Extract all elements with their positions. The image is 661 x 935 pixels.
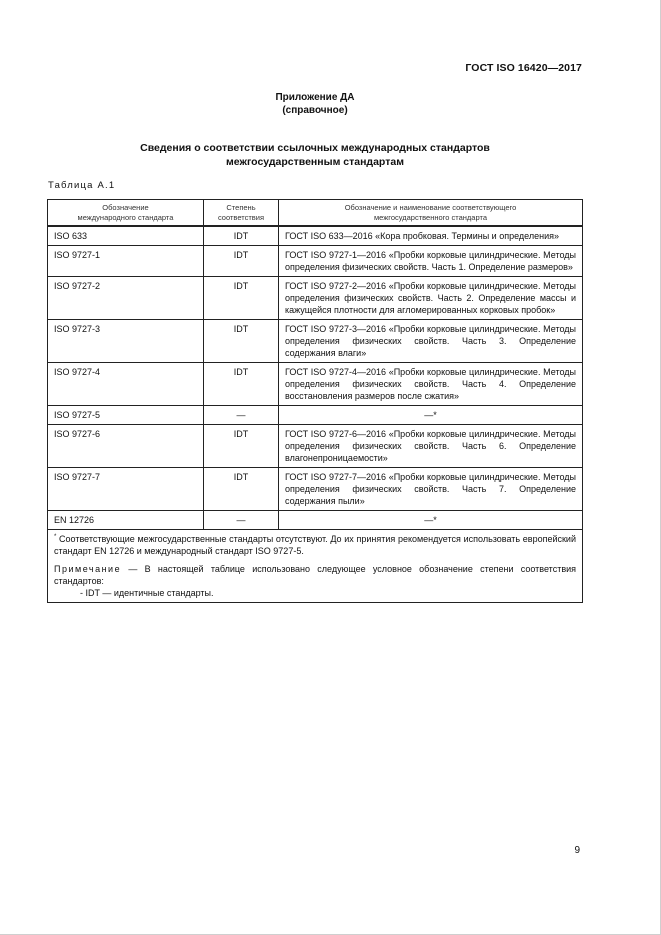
cell-intl-standard: ISO 9727-4: [48, 363, 204, 406]
appendix-heading: [0, 91, 630, 117]
table-row: [48, 511, 583, 530]
cell-degree: —: [204, 511, 279, 530]
table-row: [48, 468, 583, 511]
cell-intl-standard: ISO 9727-3: [48, 320, 204, 363]
table-label: Таблица А.1: [48, 180, 116, 191]
header-intl-standard: [48, 200, 204, 227]
cell-degree: IDT: [204, 425, 279, 468]
cell-intl-standard: ISO 9727-5: [48, 406, 204, 425]
table-row: [48, 277, 583, 320]
cell-intl-standard: EN 12726: [48, 511, 204, 530]
header-degree-line-2: соответствия: [217, 212, 265, 222]
section-title-line-1: Сведения о соответствии ссылочных международных стандартов: [140, 142, 490, 154]
table-row: [48, 226, 583, 246]
table-row: [48, 320, 583, 363]
cell-national-standard: —*: [279, 511, 583, 530]
cell-national-standard: ГОСТ ISO 9727-2—2016 «Пробки корковые цилиндрические. Методы определения физических свойств. Часть 2. Определение массы и кажущейся плотности для агломерированных корковых пробок»: [279, 277, 583, 320]
cell-intl-standard: ISO 9727-1: [48, 246, 204, 277]
document-code: ГОСТ ISO 16420—2017: [465, 62, 582, 74]
header-intl-line-1: Обозначение: [102, 202, 149, 212]
cell-national-standard: ГОСТ ISO 9727-1—2016 «Пробки корковые цилиндрические. Методы определения физических свойств. Часть 1. Определение размеров»: [279, 246, 583, 277]
footnote: [54, 533, 576, 557]
cell-national-standard: ГОСТ ISO 9727-6—2016 «Пробки корковые цилиндрические. Методы определения физических свойств. Часть 6. Определение влагонепроницаемости»: [279, 425, 583, 468]
cell-intl-standard: ISO 9727-6: [48, 425, 204, 468]
table-row: [48, 246, 583, 277]
cell-national-standard: ГОСТ ISO 633—2016 «Кора пробковая. Термины и определения»: [279, 226, 583, 246]
header-degree-line-1: Степень: [226, 202, 256, 212]
note-text: — В настоящей таблице использовано следующее условное обозначение степени соответствия стандартов:: [54, 564, 576, 586]
table-footnote-row: [48, 530, 583, 603]
footnote-mark: *: [54, 534, 57, 540]
correspondence-table: [47, 199, 583, 603]
cell-degree: IDT: [204, 277, 279, 320]
header-intl-line-2: международного стандарта: [77, 212, 174, 222]
appendix-subtitle: (справочное): [282, 105, 348, 116]
cell-national-standard: ГОСТ ISO 9727-3—2016 «Пробки корковые цилиндрические. Методы определения физических свойств. Часть 3. Определение содержания влаги»: [279, 320, 583, 363]
note-item: - IDT — идентичные стандарты.: [80, 588, 214, 598]
header-degree: [204, 200, 279, 227]
table-note: [54, 563, 576, 587]
footnote-cell: [48, 530, 583, 603]
section-heading: [0, 141, 630, 169]
cell-intl-standard: ISO 9727-2: [48, 277, 204, 320]
table-row: [48, 406, 583, 425]
cell-degree: IDT: [204, 363, 279, 406]
note-label: Примечание: [54, 564, 122, 574]
cell-intl-standard: ISO 633: [48, 226, 204, 246]
page-number: 9: [574, 845, 580, 856]
table-header-row: [48, 200, 583, 227]
cell-degree: IDT: [204, 468, 279, 511]
cell-intl-standard: ISO 9727-7: [48, 468, 204, 511]
cell-national-standard: ГОСТ ISO 9727-7—2016 «Пробки корковые цилиндрические. Методы определения физических свойств. Часть 7. Определение содержания пыли»: [279, 468, 583, 511]
table-row: [48, 363, 583, 406]
cell-national-standard: ГОСТ ISO 9727-4—2016 «Пробки корковые цилиндрические. Методы определения физических свойств. Часть 4. Определение восстановления размеров после сжатия»: [279, 363, 583, 406]
header-national-line-2: межгосударственного стандарта: [374, 212, 487, 222]
cell-degree: IDT: [204, 320, 279, 363]
cell-degree: IDT: [204, 246, 279, 277]
header-national-standard: [279, 200, 583, 227]
cell-degree: IDT: [204, 226, 279, 246]
appendix-title: Приложение ДА: [275, 92, 355, 103]
cell-degree: —: [204, 406, 279, 425]
section-title-line-2: межгосударственным стандартам: [226, 156, 404, 168]
table-row: [48, 425, 583, 468]
cell-national-standard: —*: [279, 406, 583, 425]
header-national-line-1: Обозначение и наименование соответствующего: [344, 202, 517, 212]
footnote-text: Соответствующие межгосударственные стандарты отсутствуют. До их принятия рекомендуется использовать европейский стандарт EN 12726 и международный стандарт ISO 9727-5.: [54, 534, 576, 556]
